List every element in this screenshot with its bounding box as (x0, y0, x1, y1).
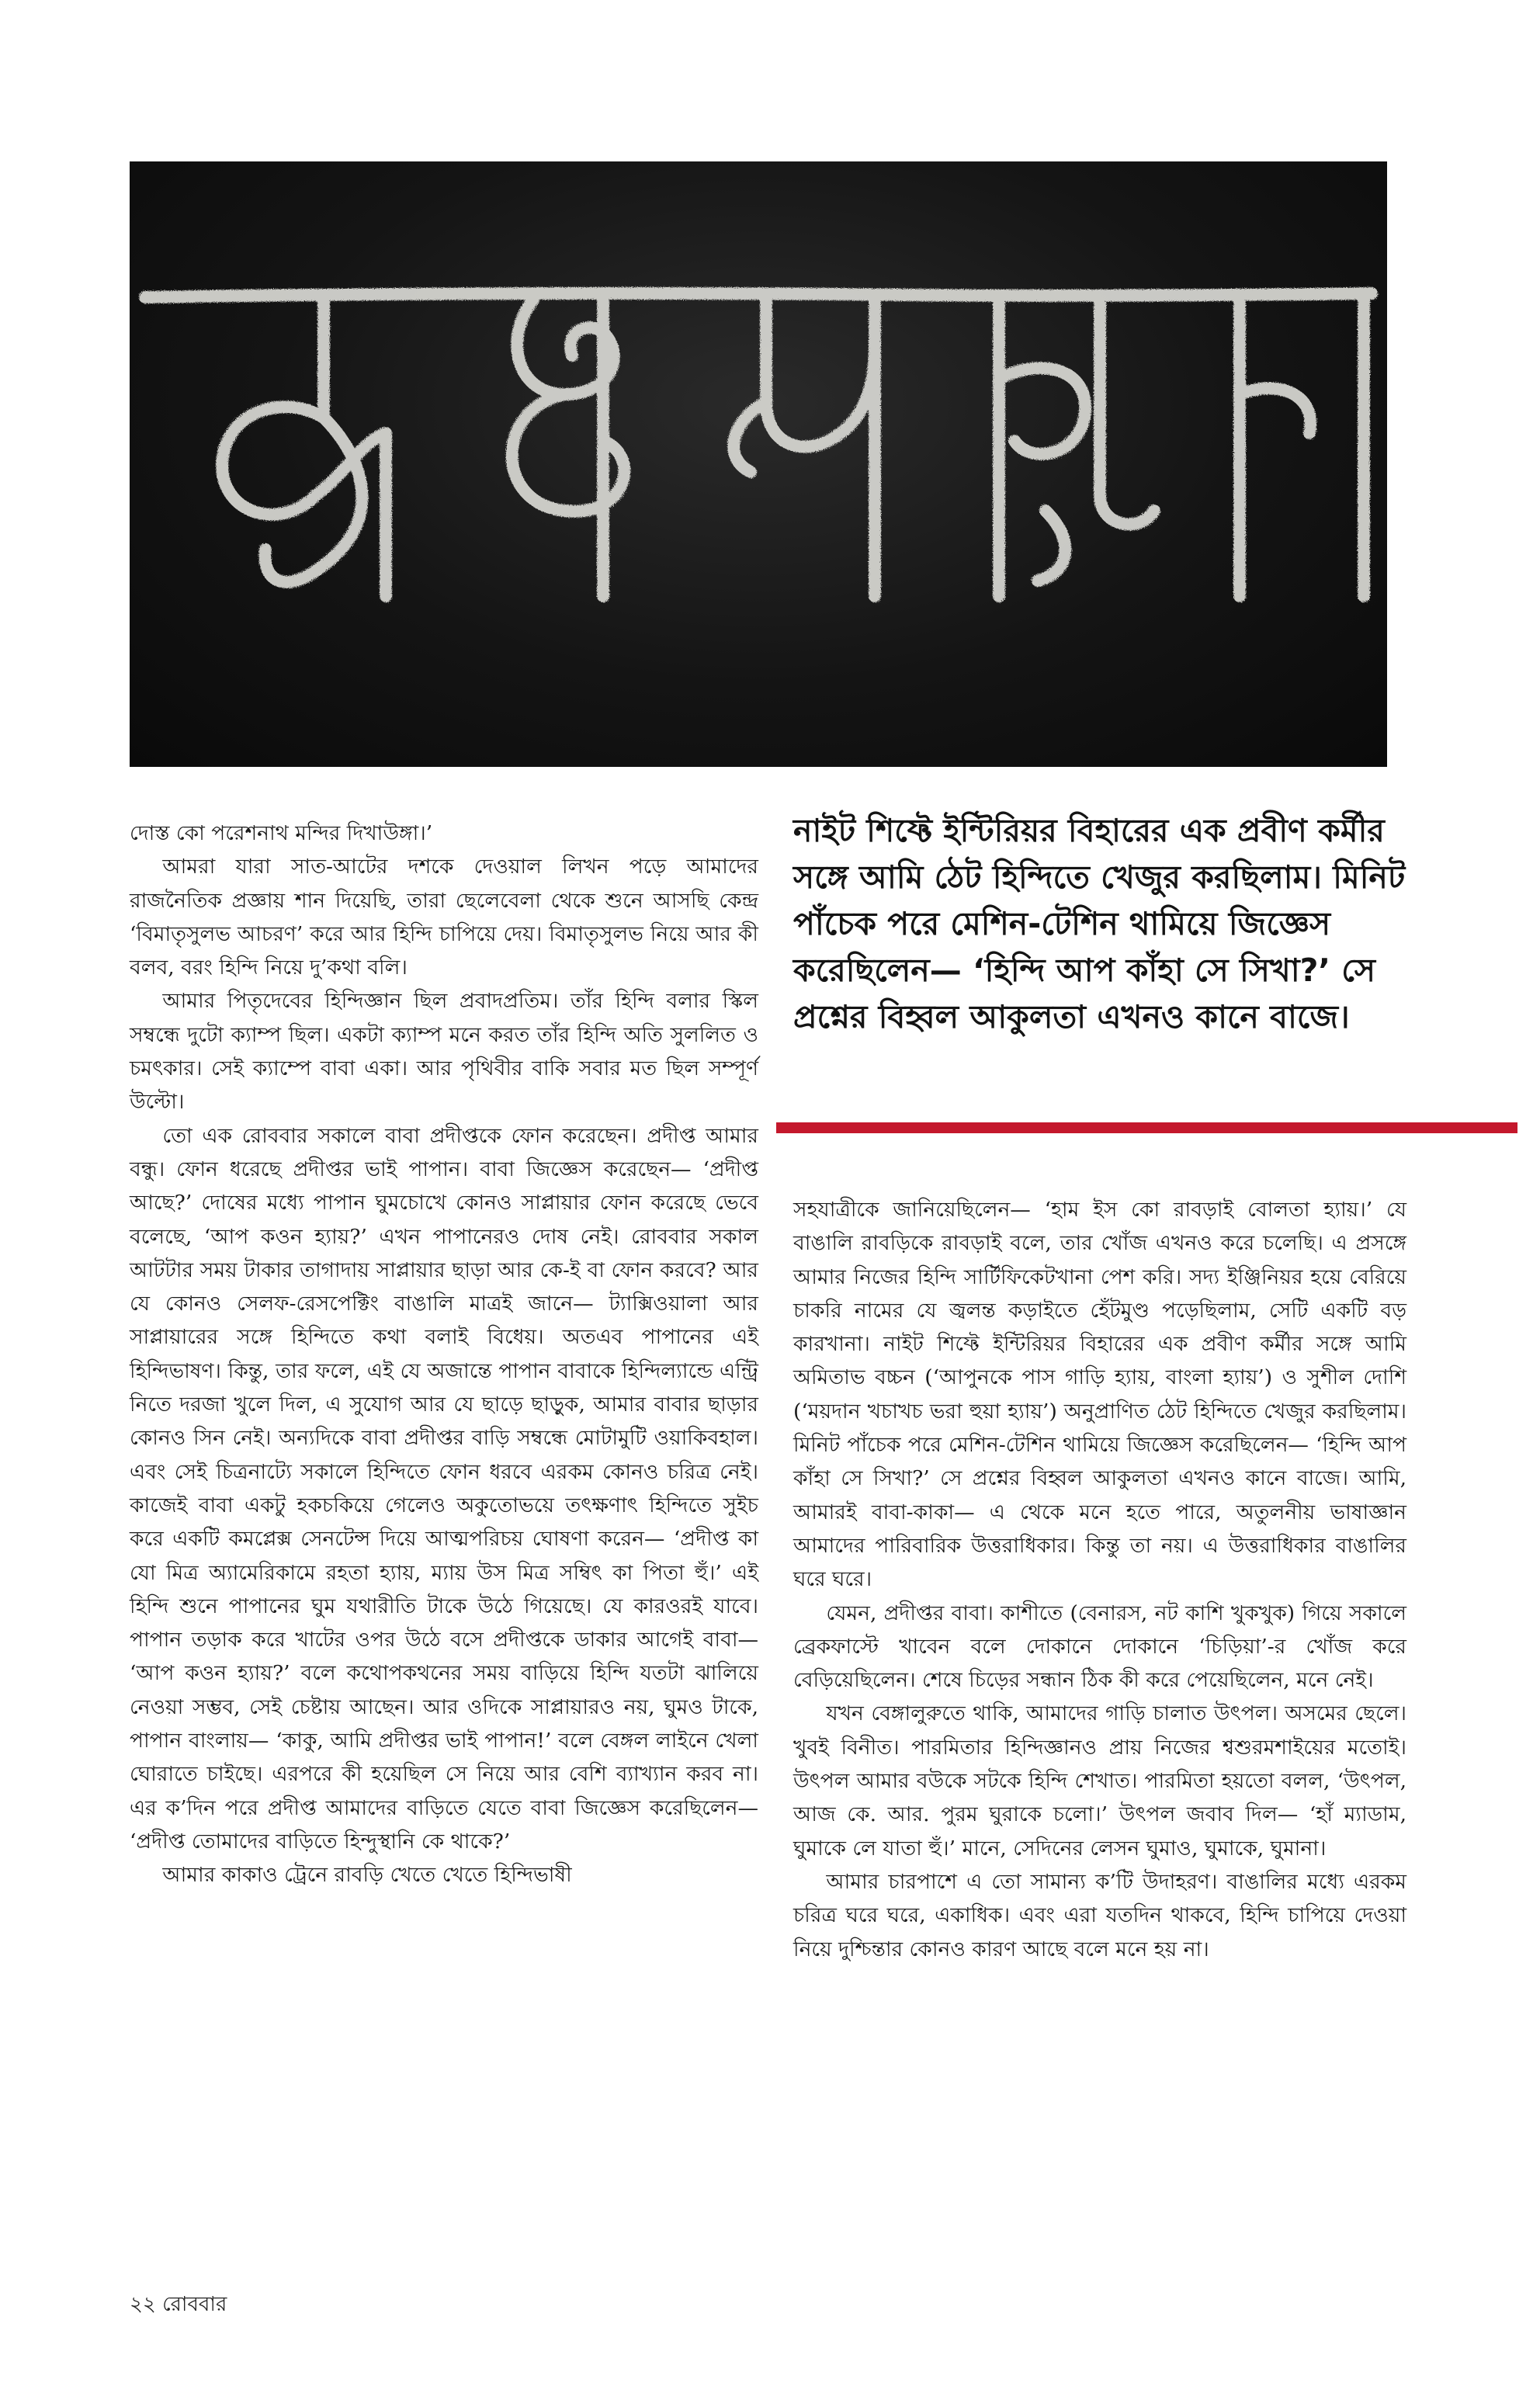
left-paragraph-1: দোস্ত কো পরেশনাথ মন্দির দিখাউঙ্গা।’ (130, 821, 433, 845)
chalk-handwriting-image (130, 161, 1387, 767)
pull-quote: নাইট শিফ্টে ইন্টিরিয়র বিহারের এক প্রবীণ কর্মীর সঙ্গে আমি ঠেট হিন্দিতে খেজুর করছিলাম। মিনিট পাঁচেক পরে মেশিন-টেশিন থামিয়ে জিজ্ঞেস করেছিলেন— ‘হিন্দি আপ কাঁহা সে সিখা?’ সে প্রশ্নের বিহ্বল আকুলতা এখনও কানে বাজে। (793, 812, 1406, 1035)
left-paragraph-4: তো এক রোববার সকালে বাবা প্রদীপ্তকে ফোন করেছেন। প্রদীপ্ত আমার বন্ধু। ফোন ধরেছে প্রদীপ্তর ভাই পাপান। বাবা জিজ্ঞেস করেছেন— ‘প্রদীপ্ত আছে?’ দোষের মধ্যে পাপান ঘুমচোখে কোনও সাপ্লায়ার ফোন করেছে ভেবে বলেছে, ‘আপ কওন হ্যায়?’ এখন পাপানেরও দোষ নেই। রোববার সকাল আটটার সময় টাকার তাগাদায় সাপ্লায়ার ছাড়া আর কে-ই বা ফোন করবে? আর যে কোনও সেলফ-রেসপেক্টিং বাঙালি মাত্রই জানে— ট্যাক্সিওয়ালা আর সাপ্লায়ারের সঙ্গে হিন্দিতে কথা বলাই বিধেয়। অতএব পাপানের এই হিন্দিভাষণ। কিন্তু, তার ফলে, এই যে অজান্তে পাপান বাবাকে হিন্দিল্যান্ডে এন্ট্রি নিতে দরজা খুলে দিল, এ সুযোগ আর যে ছাড়ে ছাড়ুক, আমার বাবার ছাড়ার কোনও সিন নেই। অন্যদিকে বাবা প্রদীপ্তর বাড়ি সম্বন্ধে মোটামুটি ওয়াকিবহাল। এবং সেই চিত্রনাট্যে সকালে হিন্দিতে ফোন ধরবে এরকম কোনও চরিত্র নেই। কাজেই বাবা একটু হকচকিয়ে গেলেও অকুতোভয়ে তৎক্ষণাৎ হিন্দিতে সুইচ করে একটি কমপ্লেক্স সেনটেন্স দিয়ে আত্মপরিচয় ঘোষণা করেন— ‘প্রদীপ্ত কা যো মিত্র অ্যামেরিকামে রহতা হ্যায়, ম্যায় উস মিত্র সম্বিৎ কা পিতা হুঁ।’ এই হিন্দি শুনে পাপানের ঘুম যথারীতি টাকে উঠে গিয়েছে। যে কারওরই যাবে। পাপান তড়াক করে খাটের ওপর উঠে বসে প্রদীপ্তকে ডাকার আগেই বাবা— ‘আপ কওন হ্যায়?’ বলে কথোপকথনের সময় বাড়িয়ে হিন্দি যতটা ঝালিয়ে নেওয়া সম্ভব, সেই চেষ্টায় আছেন। আর ওদিকে সাপ্লায়ারও নয়, ঘুমও টাকে, পাপান বাংলায়— ‘কাকু, আমি প্রদীপ্তর ভাই পাপান!’ বলে বেঙ্গল লাইনে খেলা ঘোরাতে চাইছে। এরপরে কী হয়েছিল সে নিয়ে আর বেশি ব্যাখ্যান করব না। এর ক’দিন পরে প্রদীপ্ত আমাদের বাড়িতে যেতে বাবা জিজ্ঞেস করেছিলেন— ‘প্রদীপ্ত তোমাদের বাড়িতে হিন্দুস্থানি কে থাকে?’ (130, 1123, 758, 1854)
left-paragraph-2: আমরা যারা সাত-আটের দশকে দেওয়াল লিখন পড়ে আমাদের রাজনৈতিক প্রজ্ঞায় শান দিয়েছি, তারা ছেলেবেলা থেকে শুনে আসছি কেন্দ্র ‘বিমাতৃসুলভ আচরণ’ করে আর হিন্দি চাপিয়ে দেয়। বিমাতৃসুলভ নিয়ে আর কী বলব, বরং হিন্দি নিয়ে দু’কথা বলি। (130, 855, 758, 980)
right-text-column (793, 1193, 1406, 1966)
right-paragraph-3: যখন বেঙ্গালুরুতে থাকি, আমাদের গাড়ি চালাত উৎপল। অসমের ছেলে। খুবই বিনীত। পারমিতার হিন্দিজ্ঞানও প্রায় নিজের শ্বশুরমশাইয়ের মতোই। উৎপল আমার বউকে সটকে হিন্দি শেখাত। পারমিতা হয়তো বলল, ‘উৎপল, আজ কে. আর. পুরম ঘুরাকে চলো।’ উৎপল জবাব দিল— ‘হাঁ ম্যাডাম, ঘুমাকে লে যাতা হুঁ।’ মানে, সেদিনের লেসন ঘুমাও, ঘুমাকে, ঘুমানা। (793, 1701, 1406, 1861)
left-paragraph-3: আমার পিতৃদেবের হিন্দিজ্ঞান ছিল প্রবাদপ্রতিম। তাঁর হিন্দি বলার স্কিল সম্বন্ধে দুটো ক্যাম্প ছিল। একটা ক্যাম্প মনে করত তাঁর হিন্দি অতি সুললিত ও চমৎকার। সেই ক্যাম্পে বাবা একা। আর পৃথিবীর বাকি সবার মত ছিল সম্পূর্ণ উল্টো। (130, 989, 758, 1115)
right-paragraph-1: সহযাত্রীকে জানিয়েছিলেন— ‘হাম ইস কো রাবড়াই বোলতা হ্যায়।’ যে বাঙালি রাবড়িকে রাবড়াই বলে, তার খোঁজ এখনও করে চলেছি। এ প্রসঙ্গে আমার নিজের হিন্দি সার্টিফিকেটখানা পেশ করি। সদ্য ইঞ্জিনিয়র হয়ে বেরিয়ে চাকরি নামের যে জ্বলন্ত কড়াইতে হেঁটমুণ্ড পড়েছিলাম, সেটি একটি বড় কারখানা। নাইট শিফ্টে ইন্টিরিয়র বিহারের এক প্রবীণ কর্মীর সঙ্গে আমি অমিতাভ বচ্চন (‘আপুনকে পাস গাড়ি হ্যায়, বাংলা হ্যায়’) ও সুশীল দোশি (‘ময়দান খচাখচ ভরা হুয়া হ্যায়’) অনুপ্রাণিত ঠেট হিন্দিতে খেজুর করছিলাম। মিনিট পাঁচেক পরে মেশিন-টেশিন থামিয়ে জিজ্ঞেস করেছিলেন— ‘হিন্দি আপ কাঁহা সে সিখা?’ সে প্রশ্নের বিহ্বল আকুলতা এখনও কানে বাজে। আমি, আমারই বাবা-কাকা— এ থেকে মনে হতে পারে, অতুলনীয় ভাষাজ্ঞান আমাদের পারিবারিক উত্তরাধিকার। কিন্তু তা নয়। এ উত্তরাধিকার বাঙালির ঘরে ঘরে। (793, 1198, 1406, 1592)
left-text-column (130, 817, 758, 1892)
chalk-handwriting-icon (130, 161, 1387, 767)
red-divider-rule (776, 1122, 1517, 1133)
page-folio: ২২ রোববার (130, 2293, 227, 2316)
right-paragraph-4: আমার চারপাশে এ তো সামান্য ক’টি উদাহরণ। বাঙালির মধ্যে এরকম চরিত্র ঘরে ঘরে, একাধিক। এবং এরা যতদিন থাকবে, হিন্দি চাপিয়ে দেওয়া নিয়ে দুশ্চিন্তার কোনও কারণ আছে বলে মনে হয় না। (793, 1869, 1406, 1961)
left-paragraph-5: আমার কাকাও ট্রেনে রাবড়ি খেতে খেতে হিন্দিভাষী (162, 1863, 572, 1888)
right-paragraph-2: যেমন, প্রদীপ্তর বাবা। কাশীতে (বেনারস, নট কাশি খুকখুক) গিয়ে সকালে ব্রেকফাস্টে খাবেন বলে দোকানে দোকানে ‘চিড়িয়া’-র খোঁজ করে বেড়িয়েছিলেন। শেষে চিড়ের সন্ধান ঠিক কী করে পেয়েছিলেন, মনে নেই। (793, 1601, 1406, 1693)
